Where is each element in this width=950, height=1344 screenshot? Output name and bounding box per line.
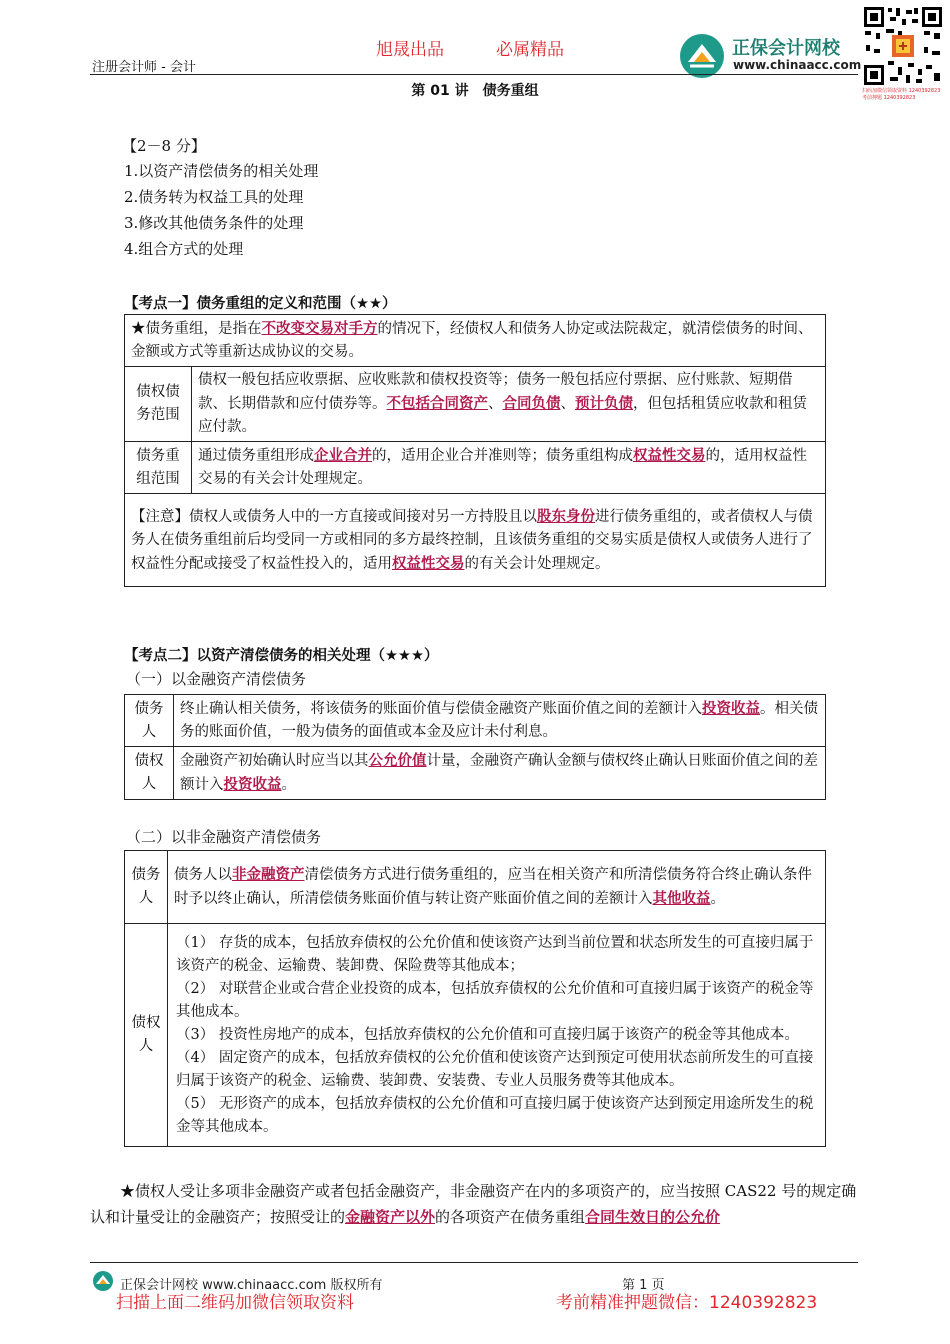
cost-item: （3） 投资性房地产的成本，包括放弃债权的公允价值和可直接归属于该资产的税金等其他成本。 xyxy=(176,1026,799,1043)
key-term: 企业合并 xyxy=(314,447,372,464)
key-term: 合同生效日的公允价 xyxy=(585,1208,721,1226)
outline-item: 1.以资产清偿债务的相关处理 xyxy=(124,162,319,180)
key-term: 不改变交易对手方 xyxy=(261,320,378,337)
promo-left: 扫描上面二维码加微信领取资料 xyxy=(116,1293,354,1313)
cost-item: （5） 无形资产的成本，包括放弃债权的公允价值和可直接归属于使该资产达到预定用途所发生的税金等其他成本。 xyxy=(176,1095,814,1135)
debtor-row: 债务人 债务人以非金融资产清偿债务方式进行债务重组的，应当在相关资产和所清偿债务符合终止确认条件时予以终止确认，所清偿债务账面价值与转让资产账面价值之间的差额计入其他收益。 xyxy=(125,851,826,924)
row-label: 债权人 xyxy=(125,924,168,1147)
kp1-title: 【考点一】债务重组的定义和范围（★★） xyxy=(124,296,397,312)
key-term: 其他收益 xyxy=(652,890,711,907)
key-term: 投资收益 xyxy=(223,776,282,793)
key-term: 权益性交易 xyxy=(392,554,465,572)
key-term: 投资收益 xyxy=(702,700,760,717)
slogan-1: 旭晟出品 xyxy=(376,40,444,60)
page-number: 第 1 页 xyxy=(622,1278,665,1293)
kp2-subsection-2: （二）以非金融资产清偿债务 xyxy=(126,828,322,846)
row-label: 债务人 xyxy=(125,851,168,924)
kp1-table xyxy=(124,314,826,587)
slogan-2: 必属精品 xyxy=(496,40,564,60)
outline-item: 4.组合方式的处理 xyxy=(124,240,244,258)
key-term: 不包括合同资产 xyxy=(386,395,488,412)
creditor-row xyxy=(125,924,826,1147)
qr-caption-2: 考前押题 1240392823 xyxy=(862,95,916,101)
kp2-subsection-1: （一）以金融资产清偿债务 xyxy=(126,670,307,688)
kp2-nonfinancial-table xyxy=(124,850,826,1147)
kp1-note-row: 【注意】债权人或债务人中的一方直接或间接对另一方持股且以股东身份进行债务重组的，或者债权人与债务人在债务重组前后均受同一方或相同的多方最终控制，且该债务重组的交易实质是债权人或债务人进行了权益性分配或接受了权益性投入的，适用权益性交易的有关会计处理规定。 xyxy=(125,494,826,587)
score-range: 【2－8 分】 xyxy=(122,137,206,155)
chinaacc-logo-icon xyxy=(678,32,726,80)
row-label: 债务人 xyxy=(125,695,174,747)
logo-url: www.chinaacc.com xyxy=(733,58,862,72)
key-term: 股东身份 xyxy=(537,507,595,525)
closing-paragraph: ★债权人受让多项非金融资产或者包括金融资产，非金融资产在内的多项资产的，应当按照 CAS22 号的规定确认和计量受让的金融资产；按照受让的金融资产以外的各项资产在债务重组合同生效日的公允价 xyxy=(90,1182,857,1226)
key-term: 预计负债 xyxy=(575,395,633,412)
footer-rule xyxy=(90,1262,858,1263)
row-label: 债务重组范围 xyxy=(125,442,192,494)
kp1-restructure-row: 债务重组范围 通过债务重组形成企业合并的，适用企业合并准则等；债务重组构成权益性交易的，适用权益性交易的有关会计处理规定。 xyxy=(125,442,826,494)
cost-item: （4） 固定资产的成本，包括放弃债权的公允价值和使该资产达到预定可使用状态前所发生的可直接归属于该资产的税金、运输费、装卸费、安装费、专业人员服务费等其他成本。 xyxy=(176,1049,814,1089)
creditor-row: 债权人 金融资产初始确认时应当以其公允价值计量，金融资产确认金额与债权终止确认日账面价值之间的差额计入投资收益。 xyxy=(125,747,826,800)
qr-code[interactable] xyxy=(862,5,944,87)
kp1-scope-row: 债权债务范围 债权一般包括应收票据、应收账款和债权投资等；债务一般包括应付票据、应付账款、短期借款、长期借款和应付债券等。不包括合同资产、合同负债、预计负债，但包括租赁应收款和租赁应付款。 xyxy=(125,367,826,442)
key-term: 公允价值 xyxy=(368,752,427,769)
outline-item: 2.债务转为权益工具的处理 xyxy=(124,188,304,206)
promo-right: 考前精准押题微信：1240392823 xyxy=(556,1293,818,1313)
outline-item: 3.修改其他债务条件的处理 xyxy=(124,214,304,232)
header-rule xyxy=(90,74,858,75)
key-term: 合同负债 xyxy=(502,395,561,412)
row-label: 债权人 xyxy=(125,747,174,800)
cost-item: （1） 存货的成本，包括放弃债权的公允价值和使该资产达到当前位置和状态所发生的可直接归属于该资产的税金、运输费、装卸费、保险费等其他成本； xyxy=(176,934,814,974)
kp2-financial-table xyxy=(124,694,826,800)
kp1-definition-row: ★债务重组，是指在不改变交易对手方的情况下，经债权人和债务人协定或法院裁定，就清偿债务的时间、金额或方式等重新达成协议的交易。 xyxy=(125,315,826,367)
lecture-title: 第 01 讲 债务重组 xyxy=(411,83,539,99)
key-term: 非金融资产 xyxy=(232,866,305,883)
course-name: 注册会计师 - 会计 xyxy=(92,60,196,75)
debtor-row: 债务人 终止确认相关债务，将该债务的账面价值与偿债金融资产账面价值之间的差额计入投资收益。相关债务的账面价值，一般为债务的面值或本金及应计未付利息。 xyxy=(125,695,826,747)
cost-item: （2） 对联营企业或合营企业投资的成本，包括放弃债权的公允价值和可直接归属于该资产的税金等其他成本。 xyxy=(176,980,814,1020)
logo-name: 正保会计网校 xyxy=(732,38,840,59)
kp2-title: 【考点二】以资产清偿债务的相关处理（★★★） xyxy=(124,648,439,664)
copyright-text: 正保会计网校 www.chinaacc.com 版权所有 xyxy=(120,1278,383,1293)
qr-caption-1: 扫码加微信领取资料 1240392823 xyxy=(862,88,941,94)
key-term: 权益性交易 xyxy=(633,447,706,464)
footer-logo-icon xyxy=(92,1270,114,1292)
row-label: 债权债务范围 xyxy=(125,367,192,442)
key-term: 金融资产以外 xyxy=(345,1208,436,1226)
